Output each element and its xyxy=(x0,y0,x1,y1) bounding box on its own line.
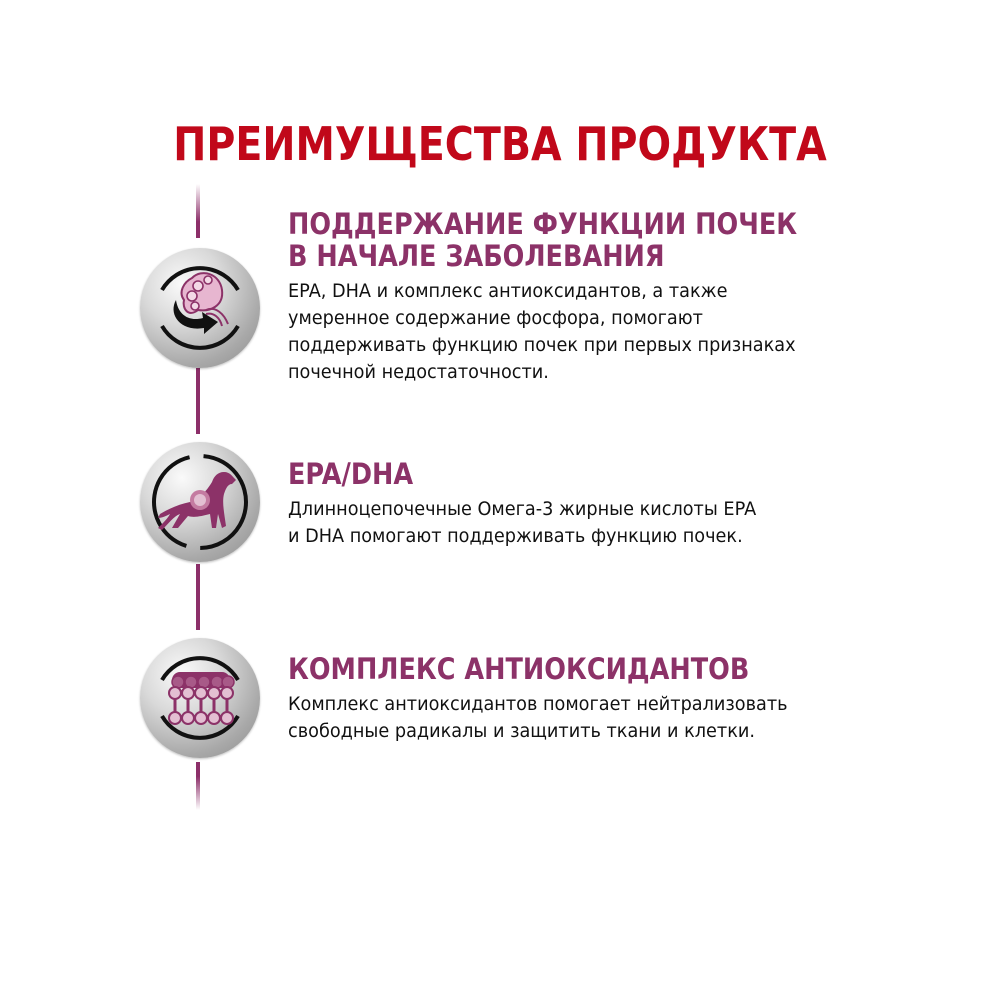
text-line: и DHA помогают поддерживать функцию почек. xyxy=(288,525,743,547)
cell-membrane-icon xyxy=(140,638,260,758)
benefit-description xyxy=(288,278,846,386)
heading-line: В НАЧАЛЕ ЗАБОЛЕВАНИЯ xyxy=(288,239,665,273)
text-line: умеренное содержание фосфора, помогают xyxy=(288,307,703,329)
benefit-description xyxy=(288,496,846,550)
timeline-line-segment xyxy=(196,564,200,630)
timeline-line-segment xyxy=(196,368,200,434)
dog-kidney-icon xyxy=(140,442,260,562)
benefit-epa-dha xyxy=(288,458,888,550)
page-title: ПРЕИМУЩЕСТВА ПРОДУКТА xyxy=(173,117,827,171)
timeline-line-top xyxy=(196,184,200,238)
text-line: свободные радикалы и защитить ткани и клетки. xyxy=(288,720,755,742)
text-line: Комплекс антиоксидантов помогает нейтрализовать xyxy=(288,693,788,715)
text-line: почечной недостаточности. xyxy=(288,361,549,383)
benefit-heading xyxy=(288,653,816,685)
kidney-arrow-icon xyxy=(140,248,260,368)
benefit-kidney-support xyxy=(288,208,888,386)
text-line: Длинноцепочечные Омега-3 жирные кислоты EPA xyxy=(288,498,757,520)
text-line: EPA, DHA и комплекс антиоксидантов, а также xyxy=(288,280,728,302)
heading-line: EPA/DHA xyxy=(288,457,414,491)
benefit-description xyxy=(288,691,846,745)
heading-line: КОМПЛЕКС АНТИОКСИДАНТОВ xyxy=(288,652,750,686)
benefit-heading xyxy=(288,458,816,490)
timeline-line-bottom xyxy=(196,762,200,810)
text-line: поддерживать функцию почек при первых признаках xyxy=(288,334,796,356)
benefit-heading xyxy=(288,208,816,272)
benefit-antioxidants xyxy=(288,653,888,745)
heading-line: ПОДДЕРЖАНИЕ ФУНКЦИИ ПОЧЕК xyxy=(288,207,798,241)
